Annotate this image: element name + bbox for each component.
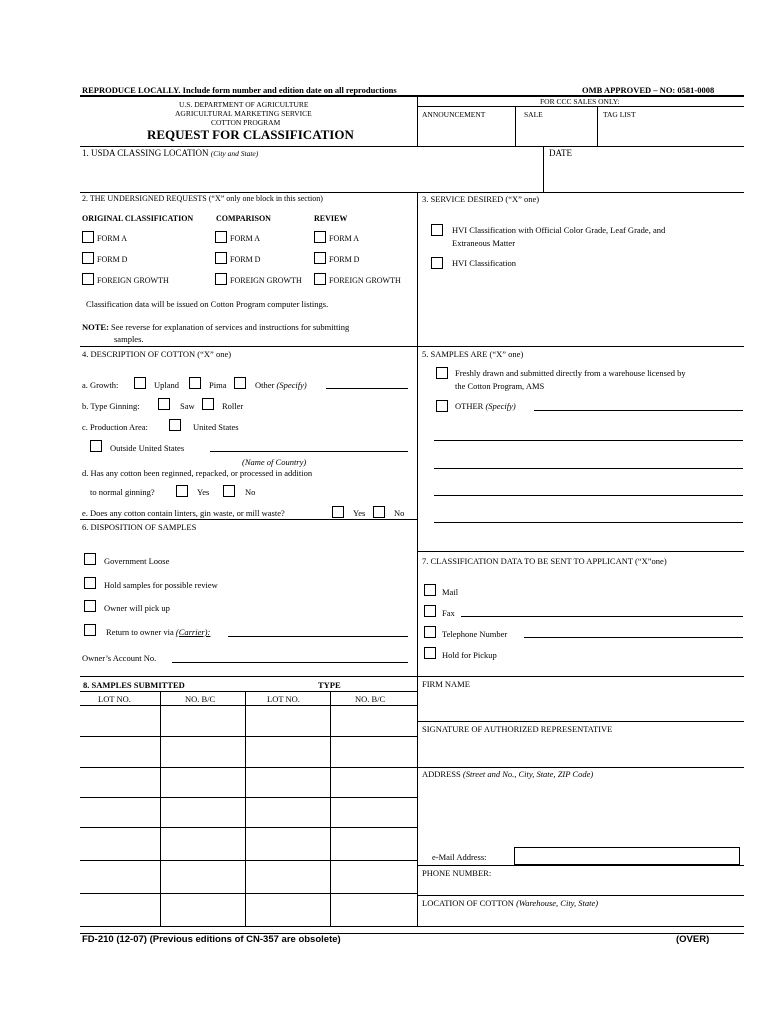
comparison-foreign-checkbox[interactable] — [215, 273, 227, 285]
linters-yes-label: Yes — [353, 508, 366, 518]
nobc-header-1: NO. B/C — [185, 694, 216, 704]
hvi-full-checkbox[interactable] — [431, 224, 443, 236]
sale-field[interactable]: SALE — [524, 110, 543, 119]
location-field[interactable]: LOCATION OF COTTON (Warehouse, City, State) — [422, 898, 599, 908]
samples-other-line-4[interactable] — [434, 495, 743, 496]
freshly-drawn-label-2: the Cotton Program, AMS — [455, 381, 545, 391]
agency-line-2: AGRICULTURAL MARKETING SERVICE — [175, 109, 312, 118]
reginned-question: d. Has any cotton been reginned, repacked, or processed in addition — [82, 468, 313, 478]
owner-pickup-label: Owner will pick up — [104, 603, 170, 613]
upland-checkbox[interactable] — [134, 377, 146, 389]
section-5-label: 5. SAMPLES ARE (“X” one) — [422, 349, 524, 359]
original-form-a-label: FORM A — [97, 234, 128, 243]
samples-other-checkbox[interactable] — [436, 400, 448, 412]
reproduce-note: REPRODUCE LOCALLY. Include form number and edition date on all reproductions — [82, 85, 397, 95]
government-loose-label: Government Loose — [104, 556, 170, 566]
reginned-yes-label: Yes — [197, 487, 210, 497]
original-form-d-checkbox[interactable] — [82, 252, 94, 264]
fax-label: Fax — [442, 608, 455, 618]
area-label: c. Production Area: — [82, 422, 148, 432]
hvi-full-label: HVI Classification with Official Color Grade, Leaf Grade, and — [452, 225, 666, 235]
review-form-a-checkbox[interactable] — [314, 231, 326, 243]
linters-question: e. Does any cotton contain linters, gin waste, or mill waste? — [82, 508, 285, 518]
hold-samples-label: Hold samples for possible review — [104, 580, 218, 590]
outside-us-checkbox[interactable] — [90, 440, 102, 452]
classing-location-field[interactable]: 1. USDA CLASSING LOCATION (City and State) — [82, 148, 259, 158]
firm-name-field[interactable]: FIRM NAME — [422, 679, 470, 689]
us-checkbox[interactable] — [169, 419, 181, 431]
review-foreign-checkbox[interactable] — [314, 273, 326, 285]
original-form-a-checkbox[interactable] — [82, 231, 94, 243]
mail-label: Mail — [442, 587, 459, 597]
pima-label: Pima — [209, 380, 227, 390]
fax-checkbox[interactable] — [424, 605, 436, 617]
reginned-yes-checkbox[interactable] — [176, 485, 188, 497]
saw-label: Saw — [180, 401, 195, 411]
fax-input[interactable] — [461, 616, 743, 617]
comparison-foreign-label: FOREIGN GROWTH — [230, 276, 302, 285]
growth-label: a. Growth: — [82, 380, 119, 390]
lot-header-1: LOT NO. — [98, 694, 131, 704]
comparison-heading: COMPARISON — [216, 214, 271, 223]
table-row[interactable] — [80, 827, 417, 828]
reginned-no-checkbox[interactable] — [223, 485, 235, 497]
upland-label: Upland — [154, 380, 180, 390]
telephone-label: Telephone Number — [442, 629, 508, 639]
email-label: e-Mail Address: — [432, 852, 487, 862]
top-rule — [80, 95, 744, 97]
note-text-2: samples. — [114, 334, 144, 344]
section-8-label: 8. SAMPLES SUBMITTED — [83, 680, 185, 690]
other-growth-checkbox[interactable] — [234, 377, 246, 389]
omb-number: OMB APPROVED – NO: 0581-0008 — [582, 85, 715, 95]
owner-pickup-checkbox[interactable] — [84, 600, 96, 612]
table-row[interactable] — [80, 736, 417, 737]
review-form-a-label: FORM A — [329, 234, 360, 243]
samples-other-input[interactable] — [534, 410, 743, 411]
agency-line-1: U.S. DEPARTMENT OF AGRICULTURE — [179, 100, 309, 109]
telephone-input[interactable] — [524, 637, 743, 638]
other-growth-input[interactable] — [326, 388, 408, 389]
pima-checkbox[interactable] — [189, 377, 201, 389]
other-growth-label: Other (Specify) — [255, 380, 307, 390]
tag-list-field[interactable]: TAG LIST — [603, 110, 636, 119]
telephone-checkbox[interactable] — [424, 626, 436, 638]
table-row[interactable] — [80, 767, 417, 768]
original-form-d-label: FORM D — [97, 255, 128, 264]
section-7-label: 7. CLASSIFICATION DATA TO BE SENT TO APPLICANT (“X”one) — [422, 556, 667, 566]
roller-label: Roller — [222, 401, 244, 411]
type-heading: TYPE — [318, 680, 341, 690]
date-field[interactable]: DATE — [549, 148, 572, 158]
section-2-label: 2. THE UNDERSIGNED REQUESTS (“X” only one block in this section) — [82, 194, 323, 203]
hvi-full-label-2: Extraneous Matter — [452, 238, 516, 248]
address-field[interactable]: ADDRESS (Street and No., City, State, ZIP Code) — [422, 769, 594, 779]
original-classification-heading: ORIGINAL CLASSIFICATION — [82, 214, 194, 223]
form-number: FD-210 (12-07) (Previous editions of CN-357 are obsolete) — [82, 934, 341, 945]
review-foreign-label: FOREIGN GROWTH — [329, 276, 401, 285]
table-row[interactable] — [80, 797, 417, 798]
hvi-classification-checkbox[interactable] — [431, 257, 443, 269]
samples-other-line-5[interactable] — [434, 522, 743, 523]
nobc-header-2: NO. B/C — [355, 694, 386, 704]
review-form-d-label: FORM D — [329, 255, 360, 264]
hold-samples-checkbox[interactable] — [84, 577, 96, 589]
table-row[interactable] — [80, 860, 417, 861]
saw-checkbox[interactable] — [158, 398, 170, 410]
linters-no-checkbox[interactable] — [373, 506, 385, 518]
hold-pickup-label: Hold for Pickup — [442, 650, 497, 660]
reginned-no-label: No — [245, 487, 256, 497]
return-owner-label: Return to owner via (Carrier): — [106, 627, 211, 637]
samples-other-line-3[interactable] — [434, 468, 743, 469]
linters-yes-checkbox[interactable] — [332, 506, 344, 518]
comparison-form-d-checkbox[interactable] — [215, 252, 227, 264]
review-heading: REVIEW — [314, 214, 348, 223]
ginning-label: b. Type Ginning: — [82, 401, 140, 411]
center-divider — [417, 192, 418, 926]
page-title: REQUEST FOR CLASSIFICATION — [147, 127, 354, 142]
issued-note: Classification data will be issued on Cotton Program computer listings. — [86, 299, 329, 309]
freshly-drawn-checkbox[interactable] — [436, 367, 448, 379]
government-loose-checkbox[interactable] — [84, 553, 96, 565]
section-3-label: 3. SERVICE DESIRED (“X” one) — [422, 194, 540, 204]
lot-header-2: LOT NO. — [267, 694, 300, 704]
original-foreign-label: FOREIGN GROWTH — [97, 276, 169, 285]
announcement-field[interactable]: ANNOUNCEMENT — [422, 110, 486, 119]
account-label: Owner’s Account No. — [82, 653, 157, 663]
outside-us-label: Outside United States — [110, 443, 185, 453]
comparison-form-d-label: FORM D — [230, 255, 261, 264]
mail-checkbox[interactable] — [424, 584, 436, 596]
comparison-form-a-checkbox[interactable] — [215, 231, 227, 243]
samples-other-line-2[interactable] — [434, 440, 743, 441]
linters-no-label: No — [394, 508, 405, 518]
return-owner-checkbox[interactable] — [84, 624, 96, 636]
note-text: NOTE: See reverse for explanation of services and instructions for submitting — [82, 322, 350, 332]
section-6-label: 6. DISPOSITION OF SAMPLES — [82, 522, 197, 532]
us-label: United States — [193, 422, 239, 432]
phone-field[interactable]: PHONE NUMBER: — [422, 868, 492, 878]
section-4-label: 4. DESCRIPTION OF COTTON (“X” one) — [82, 349, 232, 359]
original-foreign-checkbox[interactable] — [82, 273, 94, 285]
freshly-drawn-label: Freshly drawn and submitted directly from a warehouse licensed by — [455, 368, 686, 378]
roller-checkbox[interactable] — [202, 398, 214, 410]
comparison-form-a-label: FORM A — [230, 234, 261, 243]
carrier-input[interactable] — [228, 636, 408, 637]
review-form-d-checkbox[interactable] — [314, 252, 326, 264]
account-input[interactable] — [172, 662, 408, 663]
country-hint: (Name of Country) — [242, 457, 307, 467]
table-row[interactable] — [80, 893, 417, 894]
email-input[interactable] — [514, 847, 740, 865]
signature-field[interactable]: SIGNATURE OF AUTHORIZED REPRESENTATIVE — [422, 724, 613, 734]
agency-line-3: COTTON PROGRAM — [211, 118, 281, 127]
samples-other-label: OTHER (Specify) — [455, 401, 516, 411]
reginned-question-2: to normal ginning? — [90, 487, 155, 497]
hvi-classification-label: HVI Classification — [452, 258, 516, 268]
over-label: (OVER) — [676, 934, 710, 945]
hold-pickup-checkbox[interactable] — [424, 647, 436, 659]
ccc-label: FOR CCC SALES ONLY: — [540, 97, 620, 106]
country-input[interactable] — [210, 451, 408, 452]
